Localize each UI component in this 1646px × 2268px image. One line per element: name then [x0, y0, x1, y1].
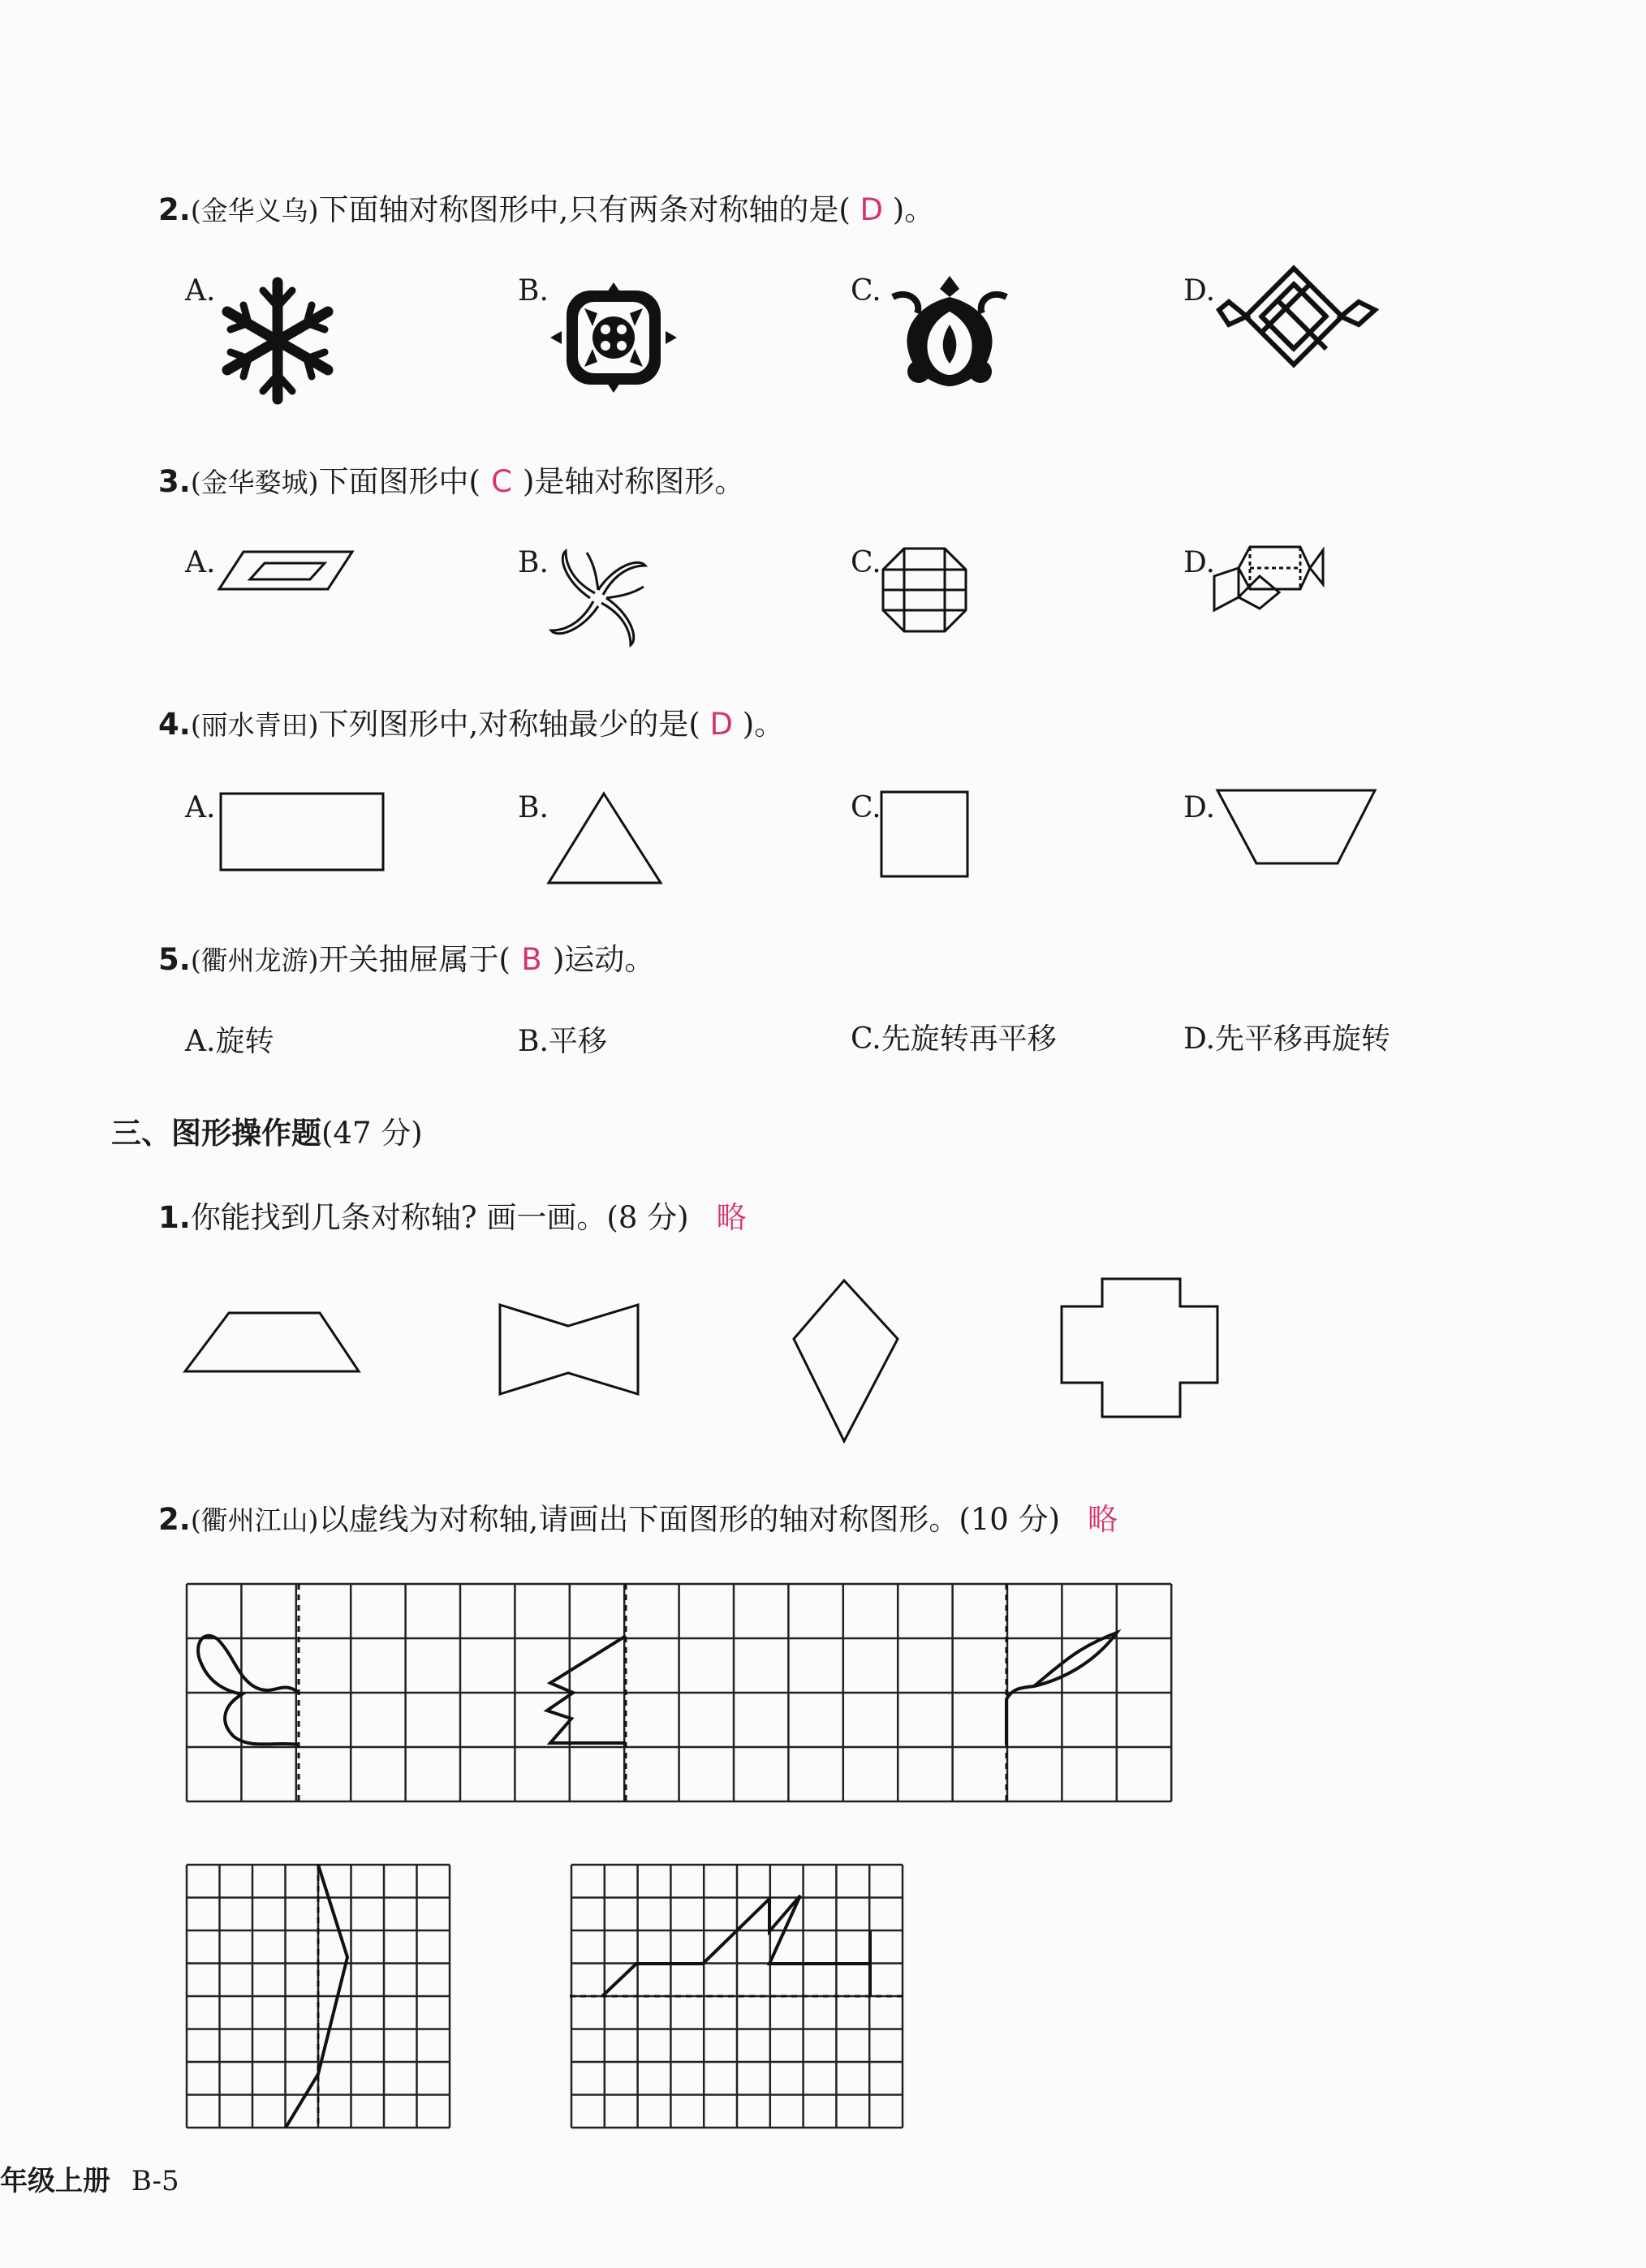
symmetry-grid-small-horizontal: [570, 1863, 904, 2131]
question-source: (丽水青田): [190, 709, 319, 741]
question-text: 下面轴对称图形中,只有两条对称轴的是(: [318, 192, 851, 227]
trapezoid-figure: [1216, 787, 1378, 868]
q4-option-a-label: A.: [185, 791, 216, 824]
overlapping-parallelograms-figure: [219, 549, 357, 597]
question-end: )是轴对称图形。: [523, 464, 745, 499]
square-figure: [880, 790, 971, 878]
knot-figure: [1214, 268, 1385, 365]
footer: [0, 2158, 179, 2198]
q5-option-c: C.先旋转再平移: [851, 1022, 1057, 1056]
answer-text: 略: [1088, 1502, 1118, 1537]
q4-option-c-label: C.: [851, 791, 881, 824]
page-number: B-5: [131, 2165, 179, 2197]
octagon-grid-figure: [880, 545, 969, 635]
question-4: [158, 699, 784, 743]
question-number: 3.: [158, 464, 191, 499]
bowtie-shape: [498, 1302, 641, 1399]
section-title: 三、图形操作题: [111, 1116, 321, 1151]
question-text: 以虚线为对称轴,请画出下面图形的轴对称图形。(10 分): [318, 1502, 1061, 1537]
operation-question-1: [158, 1193, 747, 1237]
question-2: [158, 185, 934, 229]
pinwheel-figure: [545, 545, 651, 651]
q4-option-b-label: B.: [518, 791, 549, 824]
q2-option-d-label: D.: [1183, 274, 1216, 308]
ornament-vase-figure: [885, 273, 1015, 394]
section-3-heading: [111, 1108, 423, 1152]
question-source: (衢州江山): [190, 1504, 319, 1536]
question-end: )运动。: [553, 942, 655, 977]
q3-option-d-label: D.: [1183, 546, 1216, 579]
question-source: (金华婺城): [190, 467, 319, 498]
section-points: (47 分): [321, 1116, 423, 1151]
question-text: 下列图形中,对称轴最少的是(: [318, 707, 700, 742]
question-source: (衢州龙游): [190, 945, 319, 976]
question-3: [158, 457, 744, 501]
q5-option-d: D.先平移再旋转: [1183, 1022, 1391, 1056]
q5-option-b: B.平移: [518, 1025, 607, 1058]
q2-option-a-label: A.: [185, 274, 216, 308]
answer-text: D: [860, 192, 884, 227]
symmetry-grid-small-vertical: [185, 1863, 453, 2131]
snowflake-figure: [213, 276, 343, 406]
question-source: (金华义乌): [190, 195, 319, 226]
rectangle-figure: [219, 792, 386, 873]
question-number: 1.: [158, 1200, 191, 1235]
trapezoid-shape: [183, 1310, 362, 1375]
fish-figure: [1214, 544, 1328, 625]
q2-option-b-label: B.: [518, 274, 549, 308]
q5-option-a: A.旋转: [185, 1025, 274, 1058]
question-text: 你能找到几条对称轴? 画一画。(8 分): [190, 1200, 689, 1235]
kite-shape: [791, 1279, 901, 1444]
question-number: 2.: [158, 192, 191, 227]
question-end: )。: [742, 707, 785, 742]
question-5: [158, 935, 654, 979]
ornament-tile-figure: [549, 281, 679, 394]
q3-option-b-label: B.: [518, 546, 549, 579]
footer-text: 年级上册: [0, 2165, 110, 2197]
question-text: 下面图形中(: [318, 464, 480, 499]
question-number: 5.: [158, 942, 191, 977]
q3-option-c-label: C.: [851, 546, 881, 579]
answer-text: 略: [716, 1200, 747, 1235]
question-number: 2.: [158, 1502, 191, 1537]
q2-option-c-label: C.: [851, 274, 881, 308]
answer-text: D: [709, 707, 734, 742]
answer-text: C: [491, 464, 512, 499]
q3-option-a-label: A.: [185, 546, 216, 579]
operation-question-2: [158, 1495, 1118, 1539]
symmetry-grid-large: [185, 1582, 1174, 1805]
cross-shape: [1060, 1276, 1219, 1420]
q4-option-d-label: D.: [1183, 791, 1216, 824]
question-number: 4.: [158, 707, 191, 742]
answer-text: B: [521, 942, 542, 977]
triangle-figure: [547, 792, 662, 886]
question-end: )。: [892, 192, 935, 227]
question-text: 开关抽屉属于(: [318, 942, 511, 977]
